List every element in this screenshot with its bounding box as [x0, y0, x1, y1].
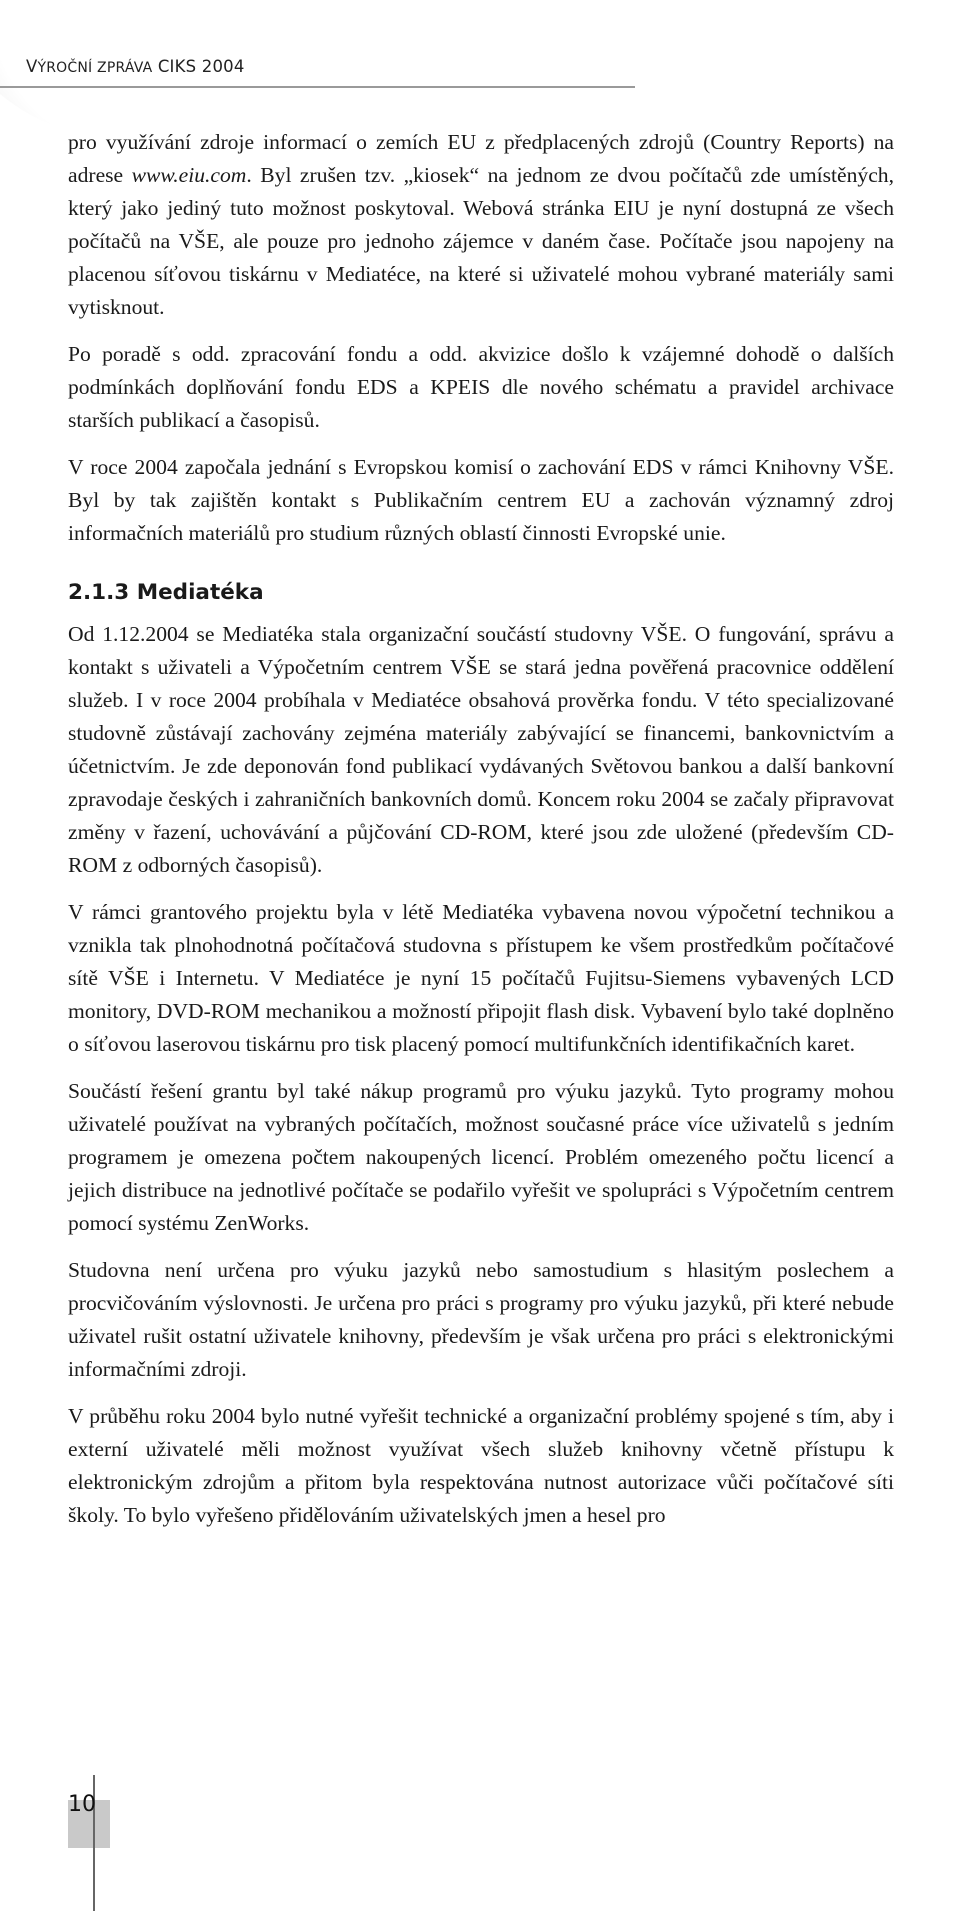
header-title-prefix: V [26, 57, 38, 76]
paragraph-language-programs: Součástí řešení grantu byl také nákup programů pro výuku jazyků. Tyto programy mohou uživatelé používat na vybraných počítačích, možnost současné práce více uživatelů s jedním programem je omezena počtem nakoupených licencí. Problém omezeného počtu licencí a jejich distribuce na jednotlivé počítače se podařilo vyřešit ve spolupráci s Výpočetním centrem pomocí systému ZenWorks. [68, 1079, 894, 1235]
paragraph-mediateka-intro: Od 1.12.2004 se Mediatéka stala organizační součástí studovny VŠE. O fungování, správu a kontakt s uživateli a Výpočetním centrem VŠE se stará jedna pověřená pracovnice oddělení služeb. I v roce 2004 probíhala v Mediatéce obsahová prověrka fondu. V této specializované studovně zůstávají zachovány zejména materiály zabývající se financemi, bankovnictvím a účetnictvím. Je zde deponován fond publikací vydávaných Světovou bankou a další bankovní zpravodaje českých i zahraničních bankovních domů. Koncem roku 2004 se začaly připravovat změny v řazení, uchovávání a půjčování CD-ROM, které jsou zde uložené (především CD-ROM z odborných časopisů). [68, 622, 894, 877]
paragraph-eiu-text-b: . Byl zrušen tzv. „kiosek“ na jednom ze dvou počítačů zde umístěných, který jako jediný tuto možnost poskytoval. Webová stránka EIU je nyní dostupná ze všech počítačů na VŠE, ale pouze pro jednoho zájemce v daném čase. Počítače jsou napojeny na placenou síťovou tiskárnu v Mediatéce, na které si uživatelé mohou vybrané materiály sami vytisknout. [68, 163, 894, 319]
page-body [68, 126, 894, 1545]
paragraph-eiu [68, 126, 894, 324]
paragraph-study-room: Studovna není určena pro výuku jazyků nebo samostudium s hlasitým poslechem a procvičováním výslovnosti. Je určena pro práci s programy pro výuku jazyků, při které nebude uživatel rušit ostatní uživatele knihovny, především je však určena pro práci s elektronickými informačními zdroji. [68, 1258, 894, 1381]
eiu-link-text: www.eiu.com [131, 163, 247, 187]
section-heading-mediateka: 2.1.3 Mediatéka [68, 580, 264, 605]
paragraph-grant-project: V rámci grantového projektu byla v létě Mediatéka vybavena novou výpočetní technikou a vznikla tak plnohodnotná počítačová studovna s přístupem ke všem prostředkům počítačové sítě VŠE i Internetu. V Mediatéce je nyní 15 počítačů Fujitsu-Siemens vybavených LCD monitory, DVD-ROM mechanikou a možností připojit flash disk. Vybavení bylo také doplněno o síťovou laserovou tiskárnu pro tisk placený pomocí multifunkčních identifikačních karet. [68, 900, 894, 1056]
header-title-rest: CIKS 2004 [157, 57, 245, 76]
header-rule [0, 86, 635, 88]
page-number: 10 [68, 1792, 96, 1817]
paragraph-eds-agreement: Po poradě s odd. zpracování fondu a odd. akvizice došlo k vzájemné dohodě o dalších podmínkách doplňování fondu EDS a KPEIS dle nového schématu a pravidel archivace starších publikací a časopisů. [68, 342, 894, 432]
running-header [26, 57, 245, 76]
paragraph-eds-negotiation: V roce 2004 započala jednání s Evropskou komisí o zachování EDS v rámci Knihovny VŠE. Byl by tak zajištěn kontakt s Publikačním centrem EU a zachován významný zdroj informačních materiálů pro studium různých oblastí činnosti Evropské unie. [68, 455, 894, 545]
paragraph-eiu-text-a: pro využívání zdroje informací o zemích EU z předplacených zdrojů (Country Reports) na adrese [68, 130, 894, 187]
paragraph-external-users: V průběhu roku 2004 bylo nutné vyřešit technické a organizační problémy spojené s tím, aby i externí uživatelé měli možnost využívat všech služeb knihovny včetně přístupu k elektronickým zdrojům a přitom byla respektována nutnost autorizace vůči počítačové síti školy. To bylo vyřešeno přidělováním uživatelských jmen a hesel pro [68, 1404, 894, 1527]
header-title-small: ÝROČNÍ ZPRÁVA [37, 60, 153, 76]
